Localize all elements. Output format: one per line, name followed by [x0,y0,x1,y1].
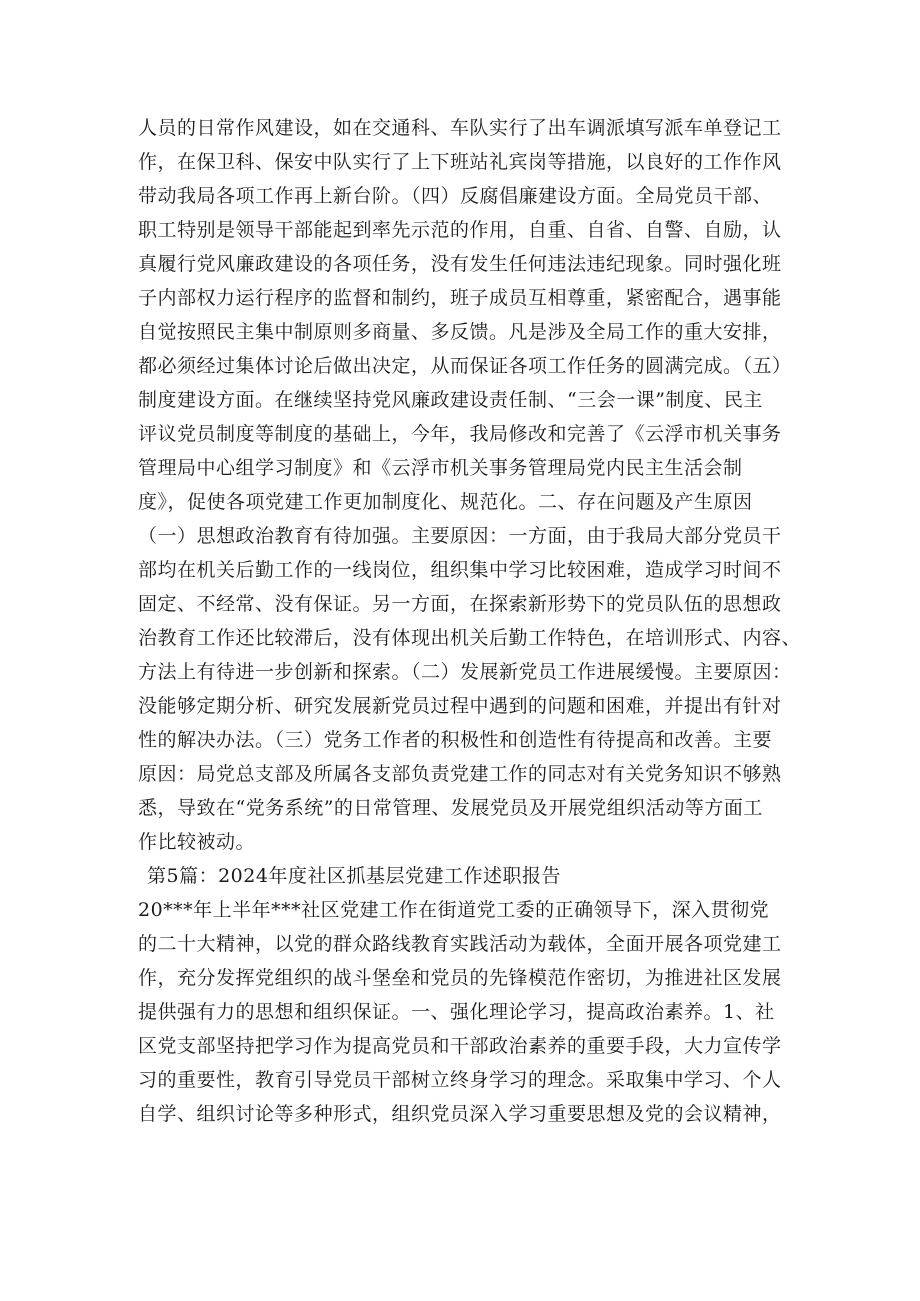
body-text-line: 评议党员制度等制度的基础上，今年，我局修改和完善了《云浮市机关事务 [138,423,782,445]
body-text-line: 治教育工作还比较滞后，没有体现出机关后勤工作特色，在培训形式、内容、 [138,627,802,649]
body-text-line: 方法上有待进一步创新和探索。（二）发展新党员工作进展缓慢。主要原因： [138,661,792,683]
body-text-line: 职工特别是领导干部能起到率先示范的作用，自重、自省、自警、自励，认 [138,219,782,241]
body-text-line: 作，在保卫科、保安中队实行了上下班站礼宾岗等措施，以良好的工作作风 [138,151,782,173]
body-text-line: 的二十大精神，以党的群众路线教育实践活动为载体，全面开展各项党建工 [138,933,782,955]
body-text-line: 带动我局各项工作再上新台阶。（四）反腐倡廉建设方面。全局党员干部、 [138,185,773,207]
body-text-line: 作，充分发挥党组织的战斗堡垒和党员的先锋模范作密切，为推进社区发展 [138,967,782,989]
body-text-line: 自觉按照民主集中制原则多商量、多反馈。凡是涉及全局工作的重大安排， [138,321,782,343]
body-text-line: 固定、不经常、没有保证。另一方面，在探索新形势下的党员队伍的思想政 [138,593,782,615]
body-text-line: 区党支部坚持把学习作为提高党员和干部政治素养的重要手段，大力宣传学 [138,1035,782,1057]
body-text-line: 管理局中心组学习制度》和《云浮市机关事务管理局党内民主生活会制 [138,457,743,479]
body-text-line: 习的重要性，教育引导党员干部树立终身学习的理念。采取集中学习、个人 [138,1069,782,1091]
body-text-line: 制度建设方面。在继续坚持党风廉政建设责任制、“三会一课”制度、民主 [138,389,763,411]
body-text-line: 提供强有力的思想和组织保证。一、强化理论学习，提高政治素养。1、社 [138,1001,775,1023]
body-text-line: 自学、组织讨论等多种形式，组织党员深入学习重要思想及党的会议精神， [138,1103,782,1125]
body-text-line: 人员的日常作风建设，如在交通科、车队实行了出车调派填写派车单登记工 [138,117,782,139]
body-text-line: 20***年上半年***社区党建工作在街道党工委的正确领导下，深入贯彻党 [138,899,770,921]
body-text-line: 部均在机关后勤工作的一线岗位，组织集中学习比较困难，造成学习时间不 [138,559,782,581]
body-text-line: 没能够定期分析、研究发展新党员过程中遇到的问题和困难，并提出有针对 [138,695,782,717]
body-text-line: 子内部权力运行程序的监督和制约，班子成员互相尊重，紧密配合，遇事能 [138,287,782,309]
body-text-line: 度》，促使各项党建工作更加制度化、规范化。二、存在问题及产生原因 [138,491,753,513]
body-text-line: 原因：局党总支部及所属各支部负责党建工作的同志对有关党务知识不够熟 [138,763,782,785]
section-heading: 第5篇：2024年度社区抓基层党建工作述职报告 [147,865,561,887]
body-text-line: 性的解决办法。（三）党务工作者的积极性和创造性有待提高和改善。主要 [138,729,773,751]
body-text-line: 悉，导致在“党务系统”的日常管理、发展党员及开展党组织活动等方面工 [138,797,763,819]
body-text-line: （一）思想政治教育有待加强。主要原因：一方面，由于我局大部分党员干 [138,525,782,547]
body-text-line: 真履行党风廉政建设的各项任务，没有发生任何违法违纪现象。同时强化班 [138,253,782,275]
body-text-line: 都必须经过集体讨论后做出决定，从而保证各项工作任务的圆满完成。（五） [138,355,792,377]
body-text-line: 作比较被动。 [138,831,256,853]
